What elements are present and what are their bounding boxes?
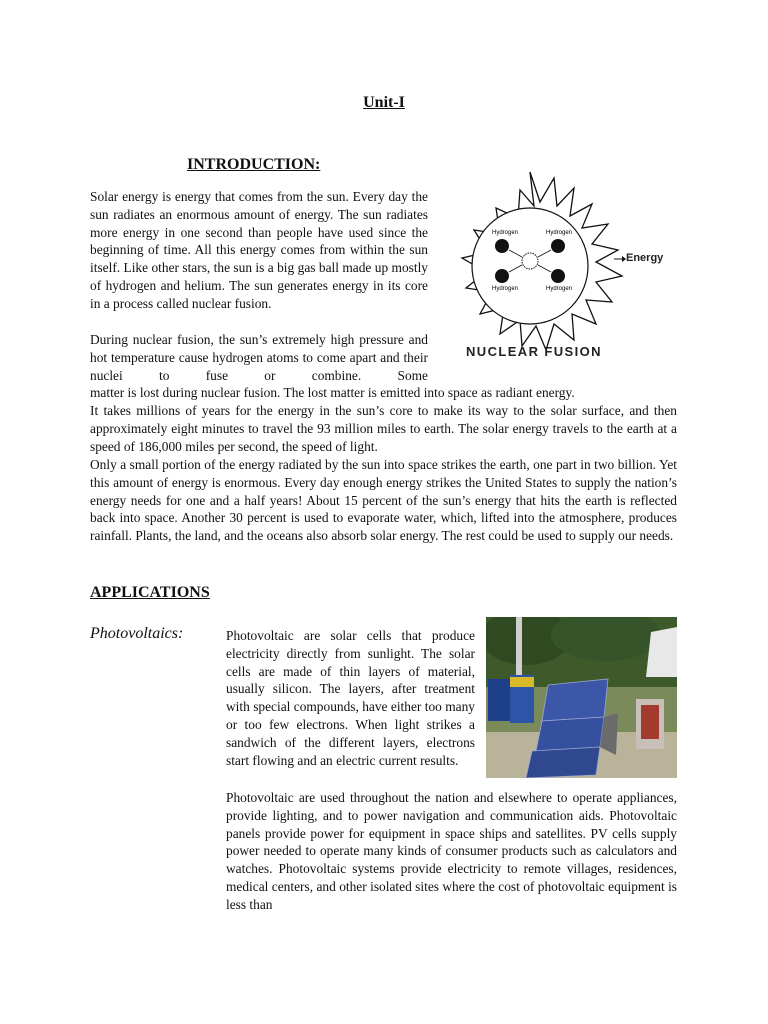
pv-paragraph-1: Photovoltaic are solar cells that produce electricity directly from sunlight. The solar cells are made of thin layers of material, usually silicon. The layers, after treatment with special compounds, have either too many or too few electrons. When light strikes a sandwich of the different layers, electrons start flowing and an electric current results. — [226, 628, 475, 768]
energy-label: Energy — [626, 252, 664, 264]
solar-panel-1 — [542, 679, 608, 721]
hydrogen-atom-3 — [495, 269, 509, 283]
nuclear-fusion-caption: NUCLEAR FUSION — [466, 344, 602, 359]
hydrogen-label-4: Hydrogen — [546, 286, 573, 292]
display-poster — [641, 705, 659, 739]
hydrogen-label-2: Hydrogen — [546, 230, 573, 236]
pv-paragraph-2: Photovoltaic are used throughout the nation and elsewhere to operate appliances, provide lighting, and to power navigation and communication aids. Photovoltaic panels provide power for equipment in space ships and satellites. PV cells supply power needed to operate many kinds of consumer products such as calculators and watches. Photovoltaic systems provide electricity to remote villages, residences, medical centers, and other isolated sites where the cost of photovoltaic equipment is less than — [226, 790, 677, 912]
intro-paragraph-3: It takes millions of years for the energy in the sun’s core to make its way to the solar surface, and then approximately eight minutes to travel the 93 million miles to earth. The solar energy travels to the earth at a speed of 186,000 miles per second, the speed of light. — [90, 403, 677, 454]
unit-title: Unit-I — [363, 94, 405, 111]
blue-barrel-left — [488, 679, 510, 721]
nuclear-fusion-diagram — [436, 166, 668, 364]
solar-panel-photo — [486, 617, 677, 778]
yellow-lid — [510, 677, 534, 687]
solar-panel-3 — [526, 747, 600, 778]
photovoltaics-label: Photovoltaics: — [90, 625, 184, 642]
intro-paragraph-4: Only a small portion of the energy radiated by the sun into space strikes the earth, one part in two billion. Yet this amount of energy is enormous. Every day enough energy strikes the United States to supply the nation’s energy needs for one and a half years! About 15 percent of the sun’s energy that hits the earth is reflected back into space. Another 30 percent is used to evaporate water, which, lifted into the atmosphere, produces rainfall. Plants, the land, and the oceans also absorb solar energy. The rest could be used to supply our needs. — [90, 457, 677, 544]
hydrogen-label-3: Hydrogen — [492, 286, 519, 292]
solar-panel-2 — [536, 717, 604, 751]
hydrogen-atom-1 — [495, 239, 509, 253]
intro-paragraph-2-part-2: matter is lost during nuclear fusion. The lost matter is emitted into space as radiant energy. — [90, 385, 575, 400]
hydrogen-atom-4 — [551, 269, 565, 283]
hydrogen-label-1: Hydrogen — [492, 230, 519, 236]
applications-heading: APPLICATIONS — [90, 584, 210, 601]
hydrogen-atom-2 — [551, 239, 565, 253]
intro-paragraph-2-part-1: During nuclear fusion, the sun’s extremely high pressure and hot temperature cause hydrogen atoms to come apart and their nuclei to fuse or combine. Some — [90, 332, 428, 383]
introduction-heading: INTRODUCTION: — [187, 156, 321, 173]
helium-nucleus — [522, 253, 538, 269]
intro-paragraph-1: Solar energy is energy that comes from the sun. Every day the sun radiates an enormous amount of energy. The sun radiates more energy in one second than people have used since the beginning of time. All this energy comes from within the sun itself. Like other stars, the sun is a big gas ball made up mostly of hydrogen and helium. The sun generates energy in its core in a process called nuclear fusion. — [90, 189, 428, 311]
